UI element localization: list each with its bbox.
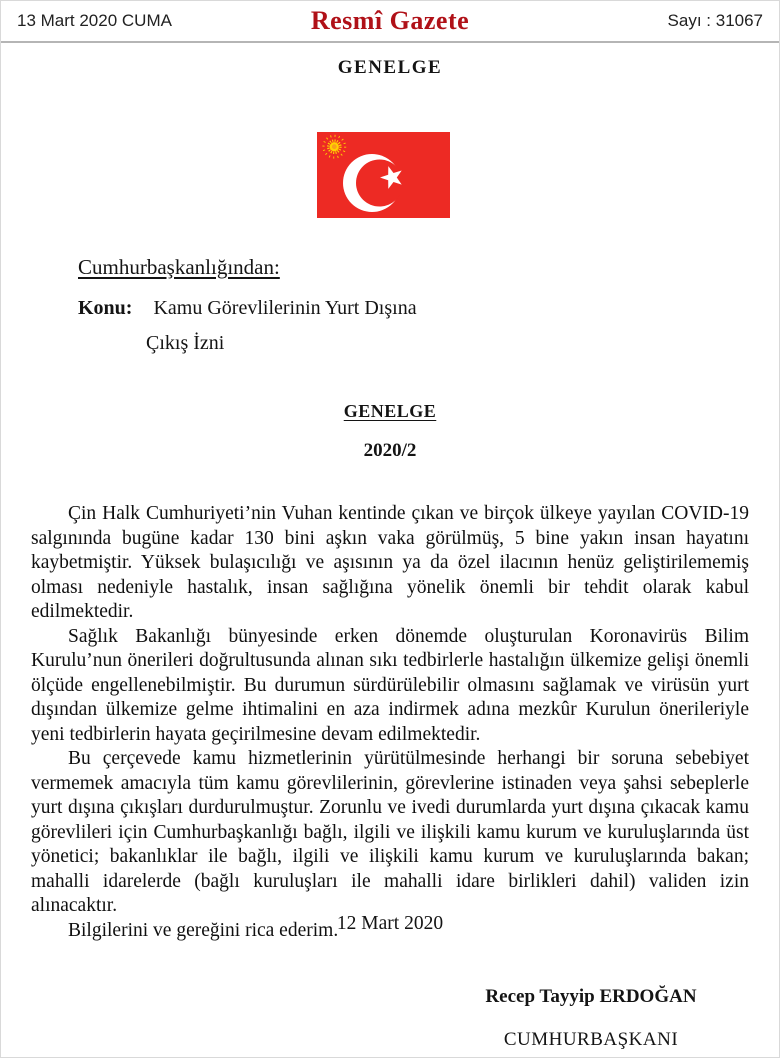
circular-title: GENELGE xyxy=(343,401,437,421)
paragraph-covid-situation: Çin Halk Cumhuriyeti’nin Vuhan kentinde çıkan ve birçok ülkeye yayılan COVID-19 salgınında bugüne kadar 130 bini aşkın vaka görülmüş, 5 bine yakın insan hayatını kaybetmiştir. Yüksek bulaşıcılığı ve aşısının ya da özel ilacının henüz geliştirilememiş olması nedeniyle hastalık, insan sağlığına yönelik önemli bir tehdit olarak kabul edilmektedir. xyxy=(31,503,749,622)
subject-row xyxy=(78,297,417,320)
masthead xyxy=(1,1,779,43)
circular-body xyxy=(31,502,749,943)
paragraph-travel-ban: Bu çerçevede kamu hizmetlerinin yürütülmesinde herhangi bir soruna sebebiyet vermemek amacıyla tüm kamu görevlilerinin, görevlerine istinaden veya şahsi sebeplerle yurt dışına çıkışları durdurulmuştur. Zorunlu ve ivedi durumlarda yurt dışına çıkacak kamu görevlileri için Cumhurbaşkanlığı bağlı, ilgili ve ilişkili kamu kurum ve kuruluşlarında üst yönetici; bakanlıklar ile bağlı, ilgili ve ilişkili kamu kurum ve kuruluşlarında bakan; mahalli idarelerde (bağlı kuruluşları ile mahalli idare birlikleri dahil) validen izin alınacaktır. xyxy=(31,748,749,916)
gazette-title: Resmî Gazete xyxy=(310,6,470,35)
paragraph-science-board: Sağlık Bakanlığı bünyesinde erken dönemde oluşturulan Koronavirüs Bilim Kurulu’nun önerileri doğrultusunda alınan sıkı tedbirlerle hastalığın ülkemize gelişi önemli ölçüde engellenebilmiştir. Bu durumun sürdürülebilir olmasını sağlamak ve virüsün yurt dışından ülkemize gelme ihtimalini en aza indirmek adına mezkûr Kurulun önerileriyle yeni tedbirlerin hayata geçirilmesine devam edilmektedir. xyxy=(31,625,749,745)
issue-number: Sayı : 31067 xyxy=(667,11,764,30)
flag-graphic xyxy=(317,132,450,218)
signature-block xyxy=(479,986,703,1051)
section-title: GENELGE xyxy=(337,57,443,78)
subject-label: Konu: xyxy=(78,297,133,319)
signature-title: CUMHURBAŞKANI xyxy=(503,1029,679,1050)
signature-name: Recep Tayyip ERDOĞAN xyxy=(485,986,697,1007)
turkish-presidential-flag xyxy=(317,132,450,218)
subject-line2: Çıkış İzni xyxy=(146,332,225,354)
subject-line1: Kamu Görevlilerinin Yurt Dışına xyxy=(153,297,417,319)
circular-date: 12 Mart 2020 xyxy=(336,913,444,934)
issue-date: 13 Mart 2020 CUMA xyxy=(17,11,172,30)
circular-number: 2020/2 xyxy=(363,440,417,461)
issuing-authority: Cumhurbaşkanlığından: xyxy=(78,255,280,279)
paragraph-closing: Bilgilerini ve gereğini rica ederim. xyxy=(68,919,339,941)
